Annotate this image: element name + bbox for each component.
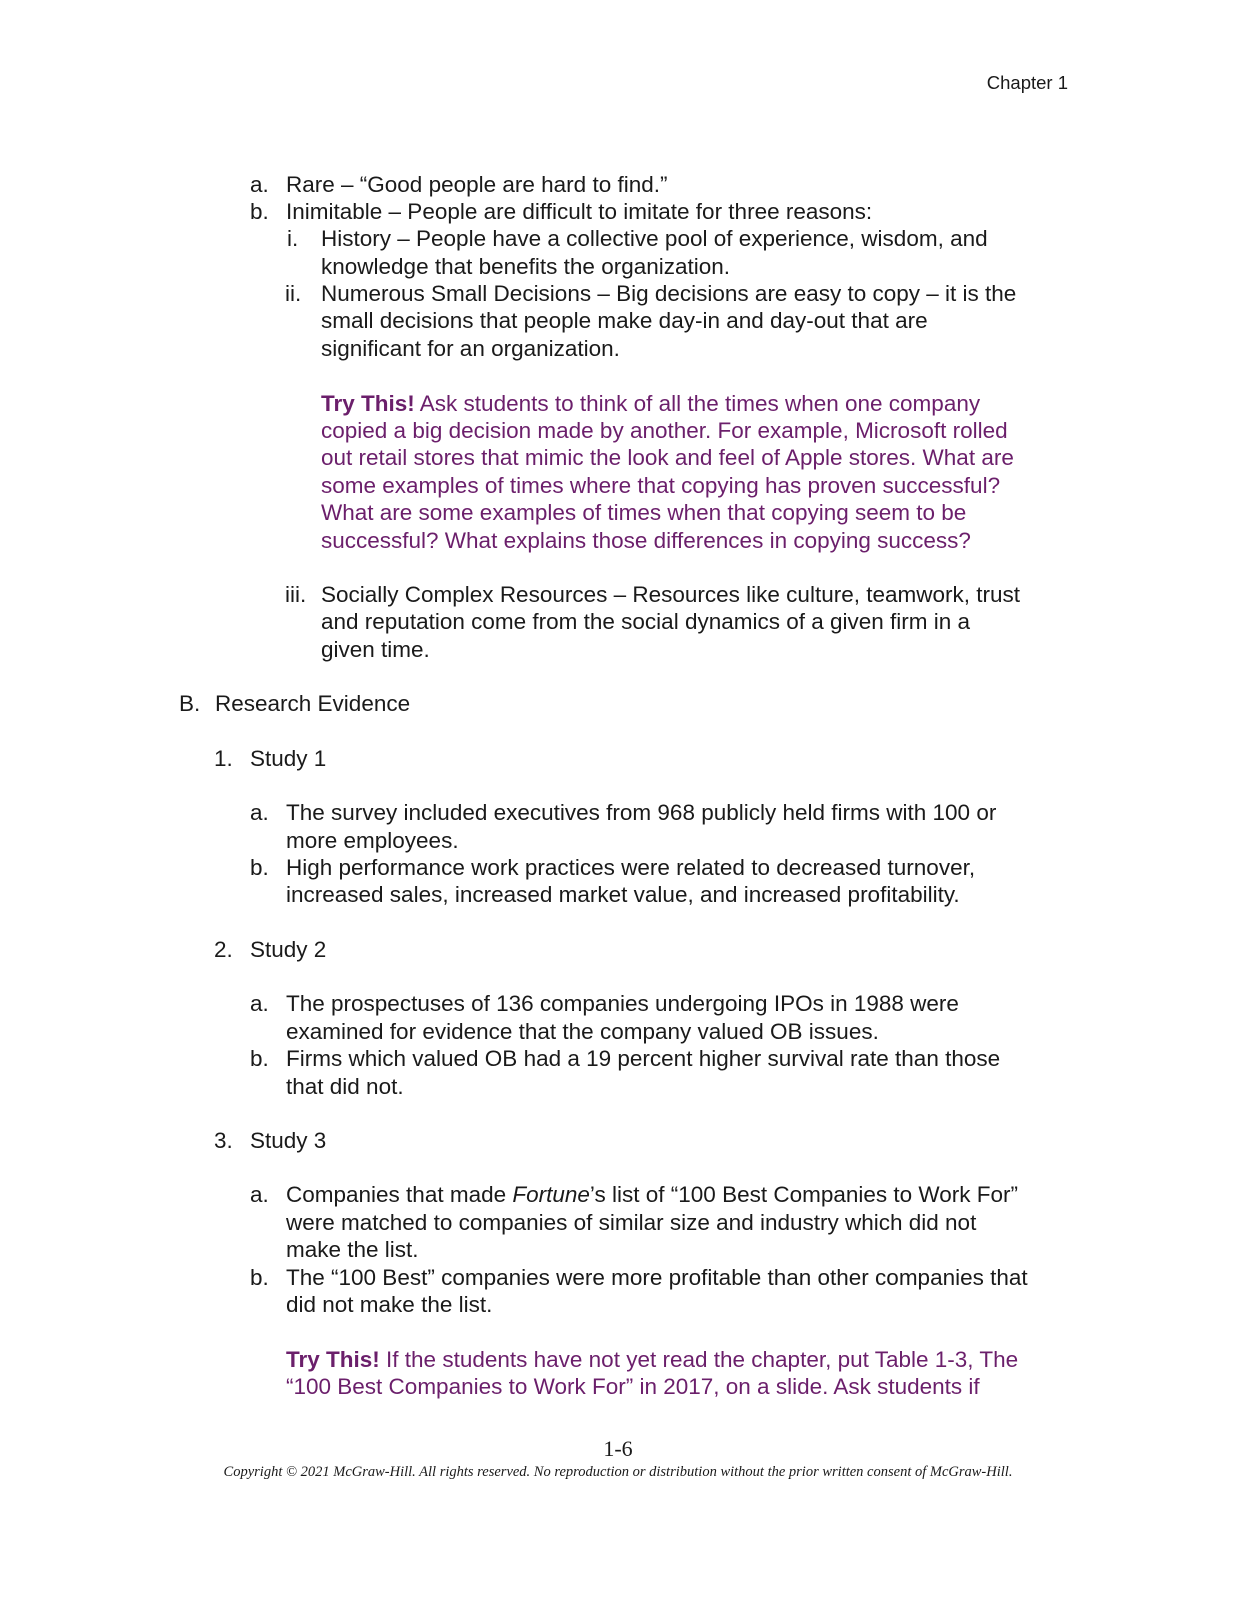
try-this-text: If the students have not yet read the chapter, put Table 1-3, The <box>379 1347 1019 1372</box>
list-item-line: more employees. <box>286 828 459 853</box>
study-marker: 3. <box>214 1128 233 1153</box>
list-item-social-line: and reputation come from the social dynamics of a given firm in a <box>321 609 971 634</box>
list-item-rare: Rare – “Good people are hard to find.” <box>286 172 668 197</box>
section-marker: B. <box>179 691 201 716</box>
list-item-social: Socially Complex Resources – Resources like culture, teamwork, trust <box>321 582 1021 607</box>
try-this-label: Try This! <box>321 391 415 416</box>
list-marker: a. <box>250 800 269 825</box>
list-marker: a. <box>250 1182 269 1207</box>
list-marker: b. <box>250 1046 269 1071</box>
study-title: Study 1 <box>250 746 327 771</box>
list-marker: b. <box>250 199 269 224</box>
list-item: High performance work practices were related to decreased turnover, <box>286 855 976 880</box>
try-this-callout <box>321 390 980 418</box>
list-item-line: did not make the list. <box>286 1292 493 1317</box>
fortune-italic: Fortune <box>512 1182 590 1207</box>
list-item-history-line: knowledge that benefits the organization. <box>321 254 731 279</box>
list-marker: ii. <box>285 281 302 306</box>
try-this-text: Ask students to think of all the times when one company <box>414 391 981 416</box>
list-item-line: were matched to companies of similar size and industry which did not <box>286 1210 977 1235</box>
list-item-line: that did not. <box>286 1074 404 1099</box>
copyright-notice: Copyright © 2021 McGraw-Hill. All rights reserved. No reproduction or distribution without the prior written consent of McGraw-Hill. <box>223 1464 1013 1480</box>
list-item: The prospectuses of 136 companies undergoing IPOs in 1988 were <box>286 991 959 1016</box>
list-item-line: make the list. <box>286 1237 419 1262</box>
list-item: The survey included executives from 968 publicly held firms with 100 or <box>286 800 997 825</box>
list-item-history: History – People have a collective pool of experience, wisdom, and <box>321 226 988 251</box>
list-item-inimitable: Inimitable – People are difficult to imitate for three reasons: <box>286 199 873 224</box>
list-item-small-decisions-line: small decisions that people make day-in and day-out that are <box>321 308 928 333</box>
list-item-small-decisions: Numerous Small Decisions – Big decisions are easy to copy – it is the <box>321 281 1017 306</box>
try-this-line: successful? What explains those differences in copying success? <box>321 528 971 553</box>
text-run: ’s list of “100 Best Companies to Work For” <box>589 1182 1018 1207</box>
study-marker: 1. <box>214 746 233 771</box>
list-marker: a. <box>250 172 269 197</box>
list-marker: b. <box>250 1265 269 1290</box>
chapter-header: Chapter 1 <box>986 72 1068 93</box>
list-item <box>286 1181 1018 1209</box>
list-item-social-line: given time. <box>321 637 430 662</box>
list-item-small-decisions-line: significant for an organization. <box>321 336 620 361</box>
study-marker: 2. <box>214 937 233 962</box>
list-marker: iii. <box>285 582 307 607</box>
study-title: Study 3 <box>250 1128 327 1153</box>
try-this-callout <box>286 1346 1018 1374</box>
list-marker: b. <box>250 855 269 880</box>
try-this-line: some examples of times where that copying has proven successful? <box>321 473 1001 498</box>
try-this-label: Try This! <box>286 1347 380 1372</box>
text-run: Companies that made <box>286 1182 513 1207</box>
try-this-line: “100 Best Companies to Work For” in 2017, on a slide. Ask students if <box>286 1374 980 1399</box>
list-marker: a. <box>250 991 269 1016</box>
list-item: Firms which valued OB had a 19 percent higher survival rate than those <box>286 1046 1001 1071</box>
try-this-line: copied a big decision made by another. For example, Microsoft rolled <box>321 418 1008 443</box>
list-marker: i. <box>287 226 299 251</box>
try-this-line: out retail stores that mimic the look and feel of Apple stores. What are <box>321 445 1014 470</box>
try-this-line: What are some examples of times when that copying seem to be <box>321 500 967 525</box>
page-number: 1-6 <box>603 1436 633 1461</box>
list-item-line: increased sales, increased market value, and increased profitability. <box>286 882 960 907</box>
list-item: The “100 Best” companies were more profitable than other companies that <box>286 1265 1028 1290</box>
study-title: Study 2 <box>250 937 327 962</box>
list-item-line: examined for evidence that the company valued OB issues. <box>286 1019 879 1044</box>
section-title: Research Evidence <box>215 691 411 716</box>
